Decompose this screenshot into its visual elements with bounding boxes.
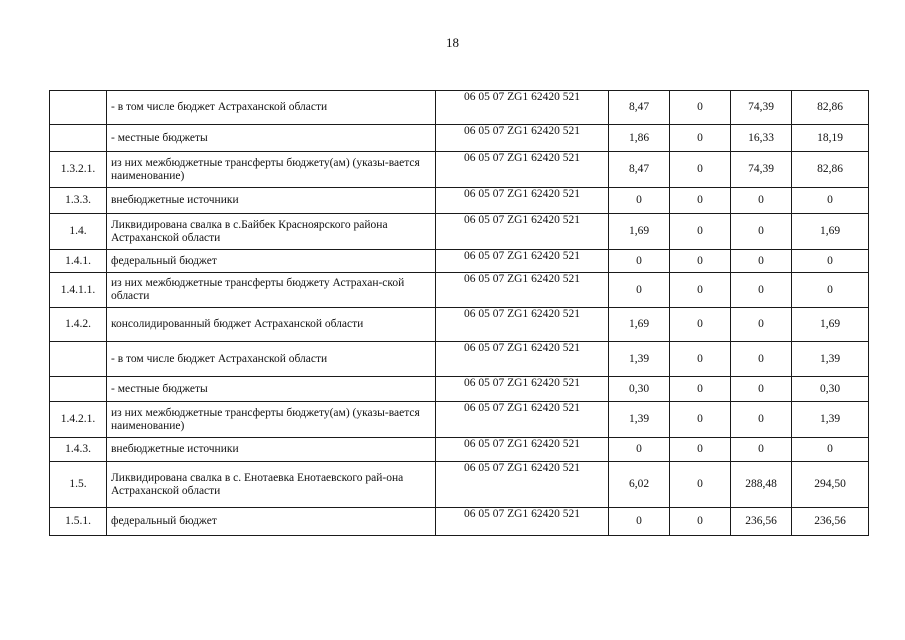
row-number-cell: 1.5.	[50, 462, 107, 508]
row-name-cell: - в том числе бюджет Астраханской области	[107, 342, 436, 377]
row-number-cell: 1.4.1.	[50, 250, 107, 273]
table-row	[50, 342, 869, 377]
value-cell-1: 0	[609, 273, 670, 308]
value-cell-1: 1,69	[609, 214, 670, 250]
value-cell-1: 0	[609, 438, 670, 462]
value-cell-3: 0	[731, 402, 792, 438]
row-number-cell: 1.5.1.	[50, 508, 107, 536]
value-cell-2: 0	[670, 273, 731, 308]
budget-code-cell: 06 05 07 ZG1 62420 521	[436, 308, 609, 342]
value-cell-1: 8,47	[609, 91, 670, 125]
row-name-cell: внебюджетные источники	[107, 438, 436, 462]
table-row	[50, 438, 869, 462]
value-cell-2: 0	[670, 250, 731, 273]
value-cell-2: 0	[670, 214, 731, 250]
row-number-cell: 1.3.2.1.	[50, 152, 107, 188]
value-cell-3: 74,39	[731, 91, 792, 125]
row-number-cell: 1.4.3.	[50, 438, 107, 462]
row-name-cell: - местные бюджеты	[107, 125, 436, 152]
budget-code-cell: 06 05 07 ZG1 62420 521	[436, 462, 609, 508]
row-name-cell: из них межбюджетные трансферты бюджету Астрахан-ской области	[107, 273, 436, 308]
value-cell-total: 0,30	[792, 377, 869, 402]
table-row	[50, 214, 869, 250]
page-number: 18	[446, 35, 459, 50]
row-name-cell: консолидированный бюджет Астраханской области	[107, 308, 436, 342]
value-cell-total: 1,69	[792, 308, 869, 342]
value-cell-2: 0	[670, 342, 731, 377]
value-cell-total: 82,86	[792, 91, 869, 125]
value-cell-total: 1,39	[792, 342, 869, 377]
budget-code-cell: 06 05 07 ZG1 62420 521	[436, 91, 609, 125]
value-cell-total: 0	[792, 273, 869, 308]
row-number-cell	[50, 377, 107, 402]
value-cell-2: 0	[670, 308, 731, 342]
budget-code-cell: 06 05 07 ZG1 62420 521	[436, 152, 609, 188]
value-cell-1: 0	[609, 250, 670, 273]
table-row	[50, 308, 869, 342]
row-name-cell: Ликвидирована свалка в с.Байбек Красноярского района Астраханской области	[107, 214, 436, 250]
value-cell-2: 0	[670, 152, 731, 188]
table-row	[50, 125, 869, 152]
value-cell-total: 1,69	[792, 214, 869, 250]
table-row	[50, 91, 869, 125]
value-cell-3: 74,39	[731, 152, 792, 188]
value-cell-1: 0	[609, 188, 670, 214]
value-cell-1: 1,69	[609, 308, 670, 342]
row-number-cell	[50, 91, 107, 125]
value-cell-3: 16,33	[731, 125, 792, 152]
budget-code-cell: 06 05 07 ZG1 62420 521	[436, 273, 609, 308]
value-cell-2: 0	[670, 508, 731, 536]
budget-table	[49, 90, 869, 536]
value-cell-3: 0	[731, 273, 792, 308]
value-cell-2: 0	[670, 402, 731, 438]
value-cell-total: 82,86	[792, 152, 869, 188]
value-cell-2: 0	[670, 438, 731, 462]
value-cell-1: 8,47	[609, 152, 670, 188]
row-name-cell: из них межбюджетные трансферты бюджету(ам) (указы-вается наименование)	[107, 402, 436, 438]
row-name-cell: - местные бюджеты	[107, 377, 436, 402]
value-cell-1: 1,39	[609, 342, 670, 377]
value-cell-1: 6,02	[609, 462, 670, 508]
row-name-cell: федеральный бюджет	[107, 250, 436, 273]
table-row	[50, 188, 869, 214]
row-name-cell: внебюджетные источники	[107, 188, 436, 214]
value-cell-1: 0	[609, 508, 670, 536]
value-cell-1: 1,86	[609, 125, 670, 152]
value-cell-total: 0	[792, 188, 869, 214]
value-cell-total: 236,56	[792, 508, 869, 536]
budget-code-cell: 06 05 07 ZG1 62420 521	[436, 214, 609, 250]
value-cell-2: 0	[670, 91, 731, 125]
value-cell-3: 0	[731, 377, 792, 402]
table-row	[50, 377, 869, 402]
table-body	[50, 91, 869, 536]
value-cell-total: 0	[792, 438, 869, 462]
budget-code-cell: 06 05 07 ZG1 62420 521	[436, 342, 609, 377]
budget-code-cell: 06 05 07 ZG1 62420 521	[436, 402, 609, 438]
budget-code-cell: 06 05 07 ZG1 62420 521	[436, 377, 609, 402]
value-cell-3: 288,48	[731, 462, 792, 508]
row-number-cell: 1.3.3.	[50, 188, 107, 214]
value-cell-3: 236,56	[731, 508, 792, 536]
table-row	[50, 462, 869, 508]
value-cell-1: 1,39	[609, 402, 670, 438]
value-cell-total: 294,50	[792, 462, 869, 508]
value-cell-3: 0	[731, 438, 792, 462]
row-number-cell: 1.4.2.	[50, 308, 107, 342]
table-row	[50, 152, 869, 188]
budget-code-cell: 06 05 07 ZG1 62420 521	[436, 125, 609, 152]
row-name-cell: - в том числе бюджет Астраханской области	[107, 91, 436, 125]
value-cell-3: 0	[731, 188, 792, 214]
value-cell-total: 1,39	[792, 402, 869, 438]
value-cell-2: 0	[670, 125, 731, 152]
value-cell-1: 0,30	[609, 377, 670, 402]
value-cell-3: 0	[731, 342, 792, 377]
row-number-cell	[50, 342, 107, 377]
budget-code-cell: 06 05 07 ZG1 62420 521	[436, 188, 609, 214]
value-cell-total: 18,19	[792, 125, 869, 152]
budget-code-cell: 06 05 07 ZG1 62420 521	[436, 508, 609, 536]
budget-code-cell: 06 05 07 ZG1 62420 521	[436, 250, 609, 273]
row-number-cell: 1.4.1.1.	[50, 273, 107, 308]
table-row	[50, 402, 869, 438]
value-cell-3: 0	[731, 250, 792, 273]
table-row	[50, 250, 869, 273]
table-row	[50, 508, 869, 536]
row-name-cell: Ликвидирована свалка в с. Енотаевка Енотаевского рай-она Астраханской области	[107, 462, 436, 508]
value-cell-2: 0	[670, 188, 731, 214]
value-cell-3: 0	[731, 214, 792, 250]
value-cell-2: 0	[670, 377, 731, 402]
row-name-cell: федеральный бюджет	[107, 508, 436, 536]
table-row	[50, 273, 869, 308]
budget-code-cell: 06 05 07 ZG1 62420 521	[436, 438, 609, 462]
value-cell-total: 0	[792, 250, 869, 273]
row-number-cell: 1.4.2.1.	[50, 402, 107, 438]
value-cell-3: 0	[731, 308, 792, 342]
value-cell-2: 0	[670, 462, 731, 508]
row-number-cell: 1.4.	[50, 214, 107, 250]
row-name-cell: из них межбюджетные трансферты бюджету(ам) (указы-вается наименование)	[107, 152, 436, 188]
row-number-cell	[50, 125, 107, 152]
